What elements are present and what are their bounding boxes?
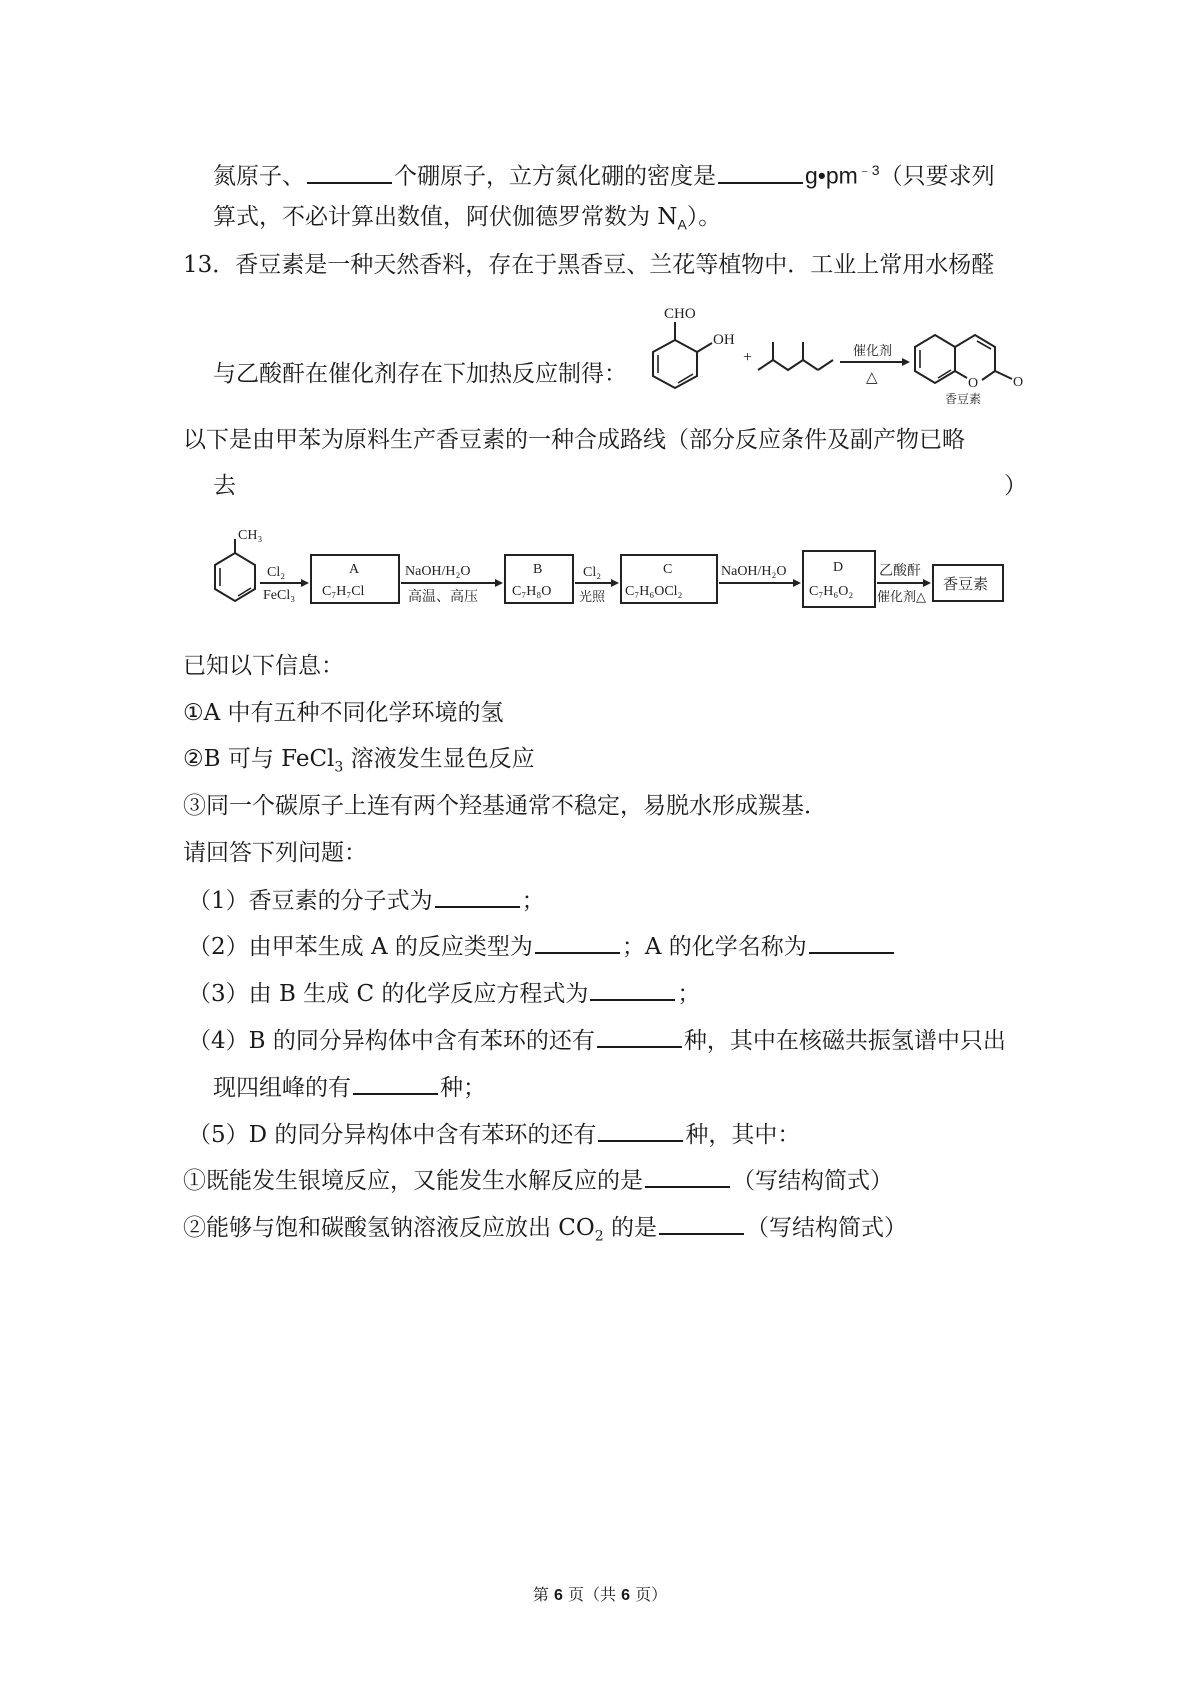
box-d-label: D [833, 560, 844, 575]
sub-question-5 [188, 1118, 800, 1151]
page-number: 6 [553, 1587, 563, 1604]
answer-blank[interactable] [597, 1024, 682, 1048]
text: 个硼原子，立方氮化硼的密度是 [394, 163, 716, 190]
info-2 [183, 743, 535, 784]
answer-blank[interactable] [535, 930, 620, 954]
footer-prefix: 第 [532, 1585, 549, 1604]
footer-middle: 页（共 [567, 1585, 616, 1604]
step5-reagent: 乙酸酐 [879, 563, 921, 579]
info-3: ③同一个碳原子上连有两个羟基通常不稳定，易脱水形成羰基． [183, 793, 827, 819]
text: 种； [440, 1075, 486, 1101]
catalyst-label: 催化剂 [853, 344, 893, 359]
box-a-formula: C₇H₇Cl [322, 584, 365, 599]
step5-condition: 催化剂△ [877, 590, 926, 605]
known-title: 已知以下信息： [183, 653, 344, 679]
text: （3）由 B 生成 C 的化学反应方程式为 [188, 981, 589, 1007]
methyl-label: CH₃ [238, 528, 263, 543]
text: ）。 [686, 204, 722, 230]
step2-reagent: NaOH/H₂O [405, 564, 471, 579]
sub-question-3 [188, 977, 700, 1010]
ask-title: 请回答下列问题： [183, 840, 367, 866]
sub-question-5-1 [183, 1164, 893, 1197]
text: 算式，不必计算出数值，阿伏伽德罗常数为 N [213, 204, 678, 230]
page-footer [0, 1582, 1200, 1605]
answer-blank[interactable] [590, 977, 675, 1001]
final-product: 香豆素 [943, 575, 989, 593]
question-13-intro-2: 与乙酸酐在催化剂存在下加热反应制得： [213, 361, 627, 387]
text: ； [521, 888, 545, 914]
answer-blank[interactable] [353, 1071, 438, 1095]
info-1: ①A 中有五种不同化学环境的氢 [183, 700, 504, 726]
step1-condition: FeCl₃ [263, 588, 296, 603]
text: （写结构简式） [732, 1168, 893, 1194]
step4-reagent: NaOH/H₂O [721, 564, 787, 579]
text: （2）由甲苯生成 A 的反应类型为 [188, 934, 533, 960]
total-pages: 6 [621, 1587, 630, 1604]
text: ②B 可与 FeCl [183, 746, 335, 772]
box-c-formula: C₇H₆OCl₂ [625, 584, 683, 599]
plus-sign: + [743, 349, 753, 366]
answer-blank[interactable] [659, 1211, 744, 1235]
ring-oxygen: O [968, 376, 979, 391]
text: ；A 的化学名称为 [621, 934, 807, 960]
text: ①既能发生银境反应，又能发生水解反应的是 [183, 1168, 643, 1194]
text: （写结构简式） [746, 1215, 907, 1241]
box-b-label: B [533, 562, 543, 577]
text: ； [677, 981, 701, 1007]
step3-condition: 光照 [579, 590, 606, 605]
sub-question-1 [188, 884, 545, 917]
route-description-end: ） [1004, 473, 1027, 499]
answer-blank[interactable] [809, 930, 894, 954]
route-description-2: 去 [213, 473, 236, 499]
step1-reagent: Cl₂ [267, 565, 286, 580]
route-description-1: 以下是由甲苯为原料生产香豆素的一种合成路线（部分反应条件及副产物已略 [183, 427, 965, 453]
cho-label: CHO [664, 306, 696, 322]
text: （4）B 的同分异构体中含有苯环的还有 [188, 1028, 595, 1054]
subscript: 2 [594, 1228, 604, 1245]
footer-suffix: 页） [635, 1585, 668, 1604]
continuation-line-1 [213, 154, 995, 193]
synthesis-route-scheme [205, 525, 1035, 625]
text: （1）香豆素的分子式为 [188, 888, 433, 914]
salicylaldehyde-reaction-scheme [640, 300, 1040, 405]
subscript: 3 [334, 759, 344, 776]
unit-exponent: ﹣3 [857, 162, 880, 178]
text: 种，其中： [685, 1122, 801, 1148]
coumarin-label: 香豆素 [945, 392, 982, 405]
sub-question-4-cont [213, 1071, 486, 1104]
answer-blank[interactable] [307, 160, 392, 184]
answer-blank[interactable] [645, 1164, 730, 1188]
box-a-label: A [349, 562, 360, 577]
sub-question-5-2 [183, 1211, 907, 1253]
carbonyl-oxygen: O [1013, 375, 1024, 390]
text: 的是 [603, 1215, 657, 1241]
box-b-formula: C₇H₈O [512, 584, 552, 599]
density-unit: g•pm [805, 162, 858, 189]
text: （5）D 的同分异构体中含有苯环的还有 [188, 1122, 597, 1148]
text: 溶液发生显色反应 [343, 746, 535, 772]
box-c-label: C [663, 562, 673, 577]
answer-blank[interactable] [598, 1118, 683, 1142]
step2-condition: 高温、高压 [408, 589, 478, 605]
text: 现四组峰的有 [213, 1075, 351, 1101]
question-13-intro: 13．香豆素是一种天然香料，存在于黑香豆、兰花等植物中．工业上常用水杨醛 [183, 252, 995, 278]
box-d-formula: C₇H₆O₂ [809, 584, 854, 599]
continuation-line-2 [213, 201, 721, 241]
oh-label: OH [713, 332, 735, 348]
answer-blank[interactable] [718, 160, 803, 184]
sub-question-2 [188, 930, 896, 963]
text: 种，其中在核磁共振氢谱中只出 [683, 1028, 1006, 1054]
answer-blank[interactable] [435, 884, 520, 908]
text: 氮原子、 [213, 163, 305, 190]
sub-question-4 [188, 1024, 1006, 1057]
heat-symbol: △ [866, 370, 878, 386]
text: （只要求列 [879, 163, 995, 190]
step3-reagent: Cl₂ [583, 565, 602, 580]
subscript: A [677, 216, 687, 233]
text: ②能够与饱和碳酸氢钠溶液反应放出 CO [183, 1215, 595, 1241]
